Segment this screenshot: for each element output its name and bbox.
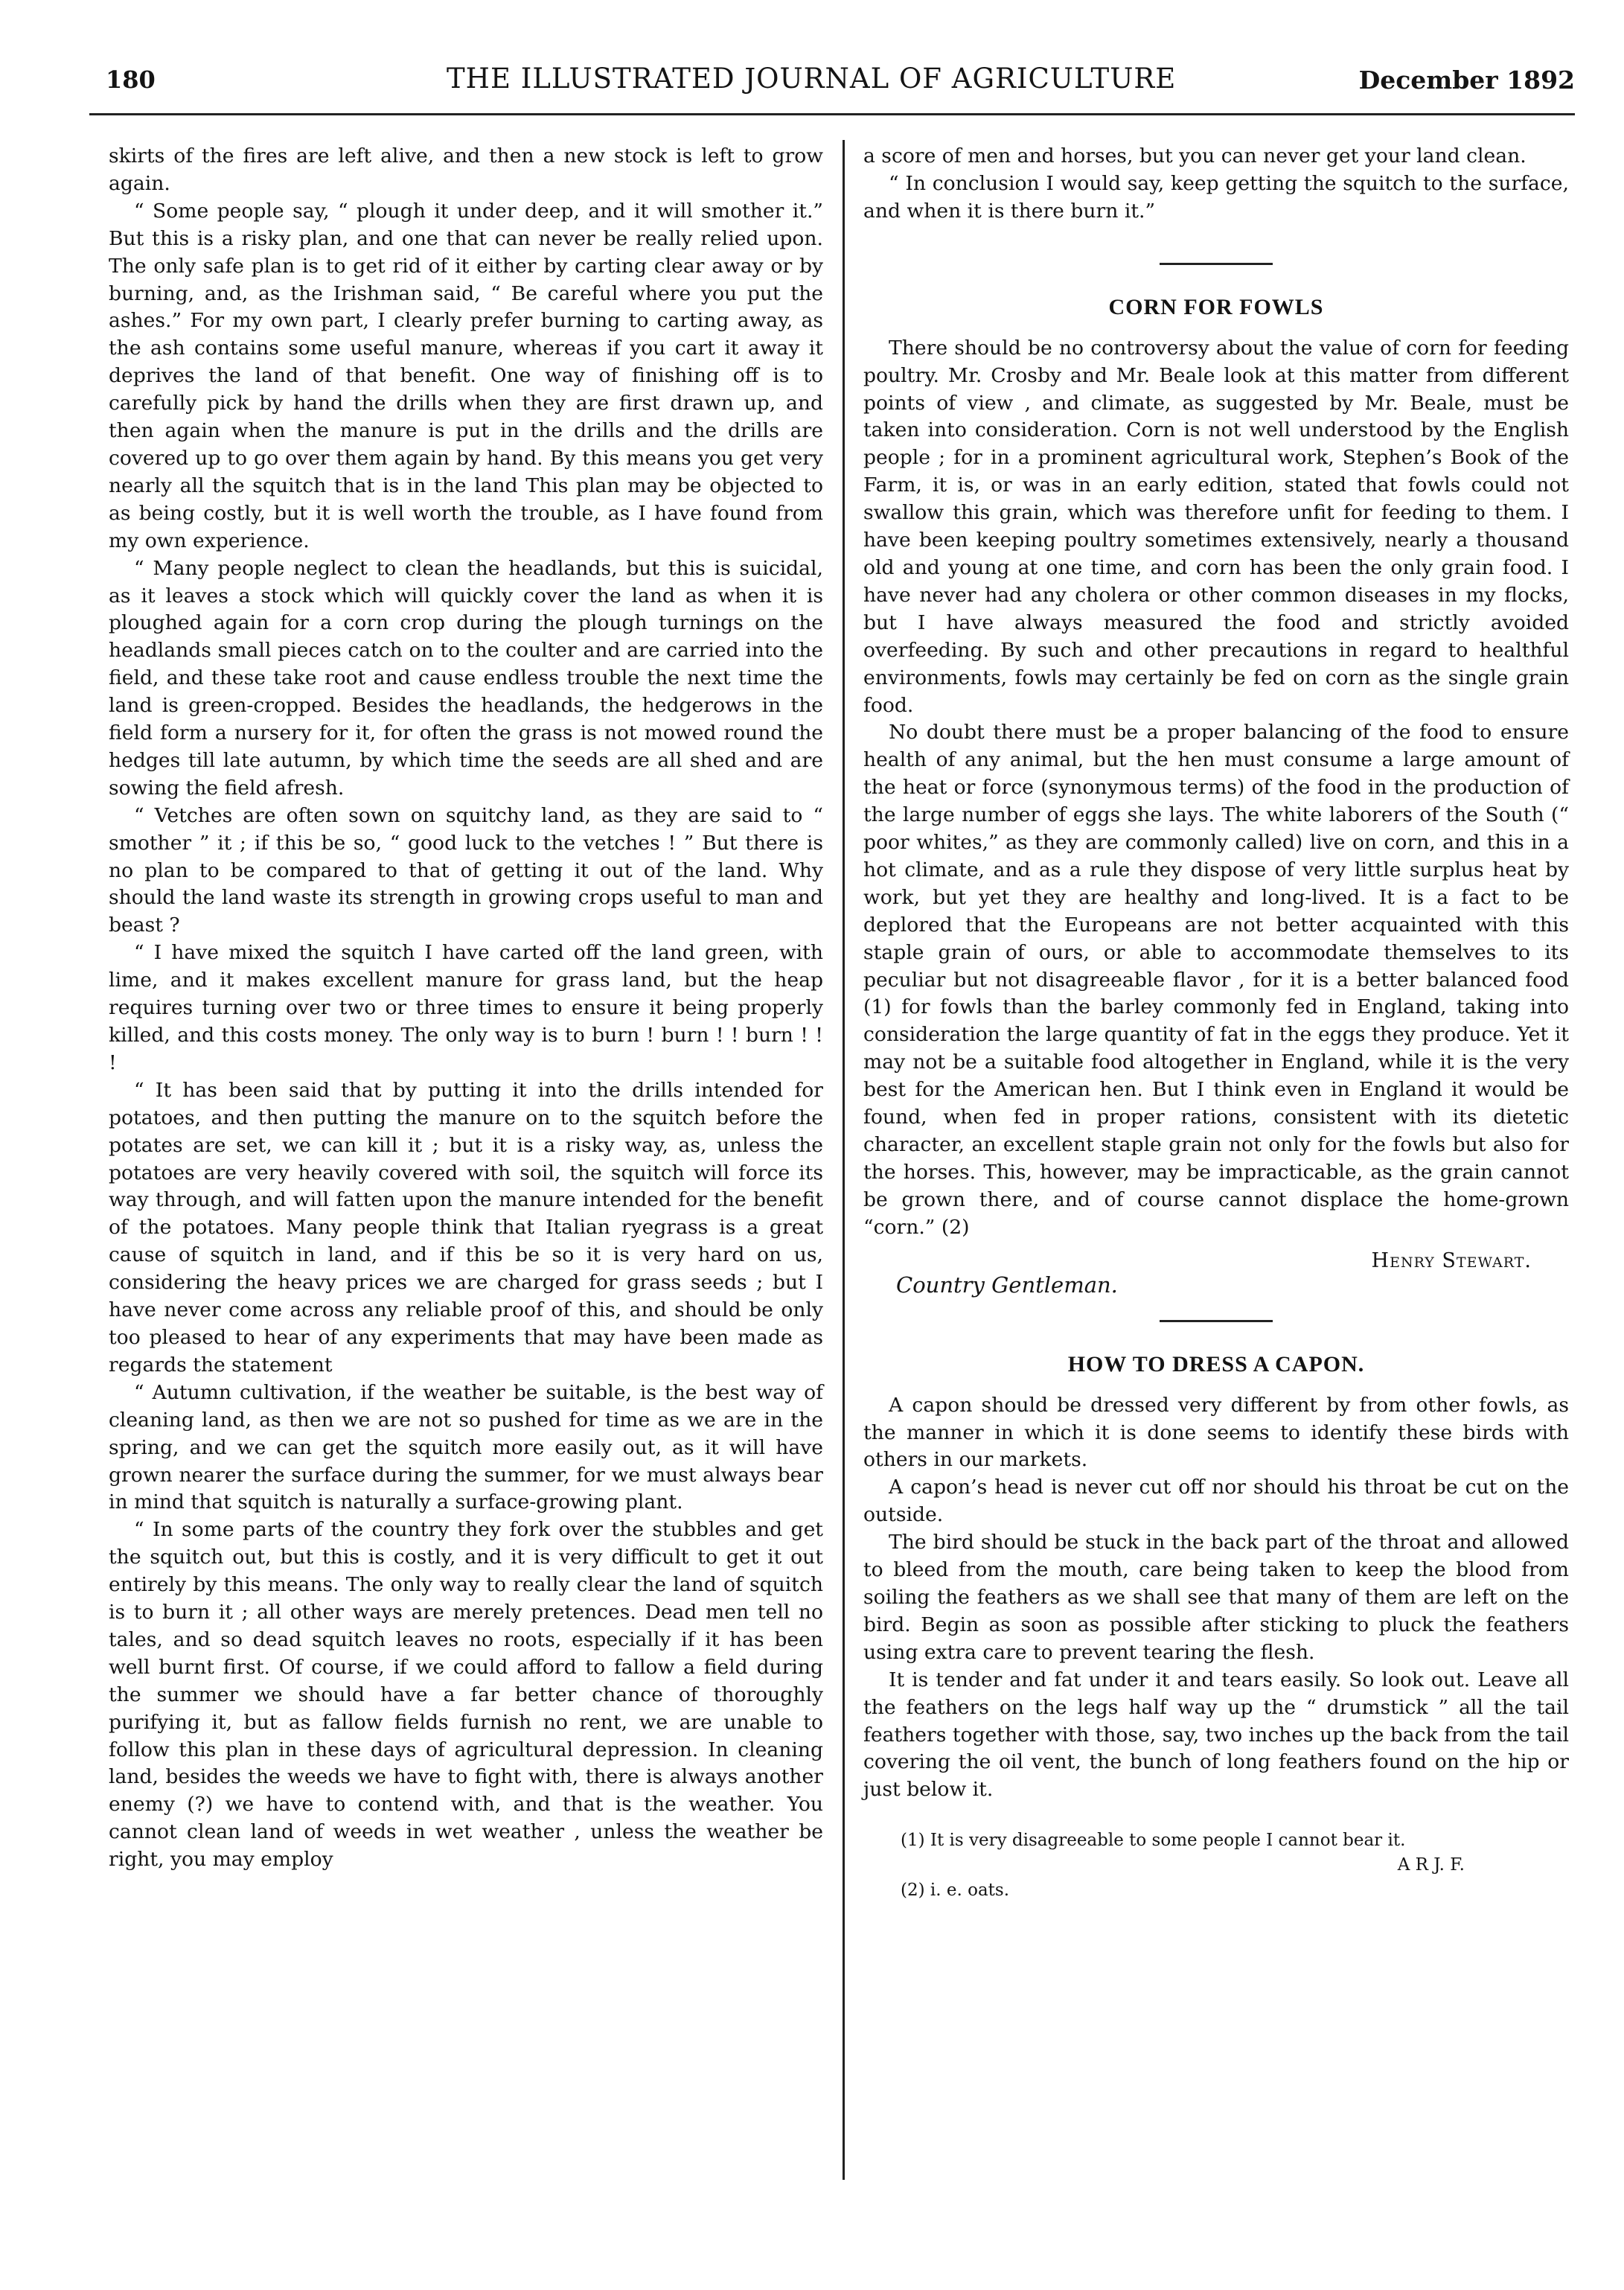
paragraph: a score of men and horses, but you can never get your land clean. <box>863 144 1527 168</box>
article-heading-corn: CORN FOR FOWLS <box>1108 294 1324 319</box>
paragraph: It is tender and fat under it and tears easily. So look out. Leave all the feathers on the legs half way up the “ drumstick ” all the tail feathers together with those, say, two inches up the back from the tail covering the oil vent, the bunch of long feathers found on the hip or just below it. <box>863 1668 1569 1802</box>
paragraph: “ Autumn cultivation, if the weather be suitable, is the best way of cleaning land, as then we are not so pushed for time as we are in the spring, and we can get the squitch more easily out, as it will have grown nearer the surface during the summer, for we must always bear in mind that squitch is naturally a surface-growing plant. <box>109 1380 823 1514</box>
footnote: (1) It is very disagreeable to some people I cannot bear it. <box>901 1831 1406 1851</box>
right-column <box>863 143 1569 1905</box>
issue-date: December 1892 <box>1358 66 1575 95</box>
column-separator <box>843 140 845 2180</box>
source-credit: Country Gentleman. <box>896 1272 1118 1298</box>
paragraph: “ It has been said that by putting it into the drills intended for potatoes, and then putting the manure on to the squitch before the potates are set, we can kill it ; but it is a risky way, as, unless the potatoes are very heavily covered with soil, the squitch will force its way through, and will fatten upon the manure intended for the benefit of the potatoes. Many people think that Italian ryegrass is a great cause of squitch in land, and if this be so it is very hard on us, considering the heavy prices we are charged for grass seeds ; but I have never come across any reliable proof of this, and should be only too pleased to hear of any experiments that may have been made as regards the statement <box>109 1078 823 1377</box>
paragraph: skirts of the fires are left alive, and then a new stock is left to grow again. <box>109 144 823 195</box>
paragraph: “ In some parts of the country they fork over the stubbles and get the squitch out, but this is costly, and it is very difficult to get it out entirely by this means. The only way to really clear the land of squitch is to burn it ; all other ways are merely pretences. Dead men tell no tales, and so dead squitch leaves no roots, especially if it has been well burnt first. Of course, if we could afford to fallow a field during the summer we should have a far better chance of thoroughly purifying it, but as fallow fields furnish no rent, we are unable to follow this plan in these days of agricultural depression. In cleaning land, besides the weeds we have to fight with, there is always another enemy (?) we have to contend with, and that is the weather. You cannot clean land of weeds in wet weather , unless the weather be right, you may employ <box>109 1518 823 1872</box>
paragraph: A capon should be dressed very different by from other fowls, as the manner in which it is done seems to identify these birds with others in our markets. <box>863 1393 1569 1472</box>
footnote-signature: A R J. F. <box>1397 1855 1465 1875</box>
footnote: (2) i. e. oats. <box>901 1880 1010 1900</box>
page-number: 180 <box>106 66 156 94</box>
page-header <box>89 52 1575 97</box>
header-rule <box>89 113 1575 115</box>
paragraph: “ Some people say, “ plough it under deep, and it will smother it.” But this is a risky plan, and one that can never be really relied upon. The only safe plan is to get rid of it either by carting clear away or by burning, and, as the Irishman said, “ Be careful where you put the ashes.” For my own part, I clearly prefer burning to carting away, as the ash contains some useful manure, whereas if you cart it away it deprives the land of that benefit. One way of finishing off is to carefully pick by hand the drills when they are first drawn up, and then again when the manure is put in the drills and the drills are covered up to go over them again by hand. By this means you get very nearly all the squitch that is in the land This plan may be objected to as being costly, but it is well worth the trouble, as I have found from my own experience. <box>109 199 823 552</box>
paragraph: No doubt there must be a proper balancing of the food to ensure health of any animal, but the hen must consume a large amount of the heat or force (synonymous terms) of the food in the production of the large number of eggs she lays. The white laborers of the South (“ poor whites,” as they are commonly called) live on corn, and this in a hot climate, and as a rule they dispose of very little surplus heat by work, but yet they are healthy and long-lived. It is a fact to be deplored that the Europeans are not better acquainted with this staple grain of ours, or able to accommodate themselves to its peculiar but not disagreeable flavor , for it is a better balanced food (1) for fowls than the barley commonly fed in England, taking into consideration the large quantity of fat in the eggs they produce. Yet it may not be a suitable food altogether in England, while it is the very best for the American hen. But I think even in England it would be found, when fed in proper rations, consistent with its dietetic character, an excellent staple grain not only for the fowls but also for the horses. This, however, may be impracticable, as the grain cannot be grown there, and of course cannot displace the home-grown “corn.” (2) <box>863 721 1569 1239</box>
paragraph: “ Vetches are often sown on squitchy land, as they are said to “ smother ” it ; if this be so, “ good luck to the vetches ! ” But there is no plan to be compared to that of getting it out of the land. Why should the land waste its strength in growing crops useful to man and beast ? <box>109 803 823 937</box>
paragraph: The bird should be stuck in the back part of the throat and allowed to bleed from the mouth, care being taken to keep the blood from soiling the feathers as we shall see that many of them are left on the bird. Begin as soon as possible after sticking to pluck the feathers using extra care to prevent tearing the flesh. <box>863 1531 1569 1664</box>
paragraph: A capon’s head is never cut off nor should his throat be cut on the outside. <box>863 1476 1569 1527</box>
paragraph: “ Many people neglect to clean the headlands, but this is suicidal, as it leaves a stock which will quickly cover the land as when it is ploughed again for a corn crop during the plough turnings on the headlands small pieces catch on to the coulter and are carried into the field, and these take root and cause endless trouble the next time the land is green-cropped. Besides the headlands, the hedgerows in the field form a nursery for it, for often the grass is not mowed round the hedges till late autumn, by which time the seeds are all shed and are sowing the field afresh. <box>109 556 823 800</box>
paragraph: There should be no controversy about the value of corn for feeding poultry. Mr. Crosby and Mr. Beale look at this matter from different points of view , and climate, as suggested by Mr. Beale, must be taken into consideration. Corn is not well understood by the English people ; for in a prominent agricultural work, Stephen’s Book of the Farm, it is, or was in an early edition, stated that fowls could not swallow this grain, which was therefore unfit for feeding to them. I have been keeping poultry sometimes extensively, nearly a thousand old and young at one time, and corn has been the only grain food. I have never had any cholera or other common diseases in my flocks, but I have always measured the food and strictly avoided overfeeding. By such and other precautions in regard to healthful environments, fowls may certainly be fed on corn as the single grain food. <box>863 336 1569 717</box>
article-heading-capon: HOW TO DRESS A CAPON. <box>1067 1351 1365 1377</box>
left-column <box>109 143 823 1874</box>
journal-title: THE ILLUSTRATED JOURNAL OF AGRICULTURE <box>447 63 1177 95</box>
author-signature: Henry Stewart. <box>1371 1248 1532 1272</box>
paragraph: “ In conclusion I would say, keep getting the squitch to the surface, and when it is there burn it.” <box>863 171 1569 223</box>
paragraph: “ I have mixed the squitch I have carted off the land green, with lime, and it makes excellent manure for grass land, but the heap requires turning over two or three times to ensure it being properly killed, and this costs money. The only way is to burn ! burn ! ! burn ! ! ! <box>109 941 823 1074</box>
